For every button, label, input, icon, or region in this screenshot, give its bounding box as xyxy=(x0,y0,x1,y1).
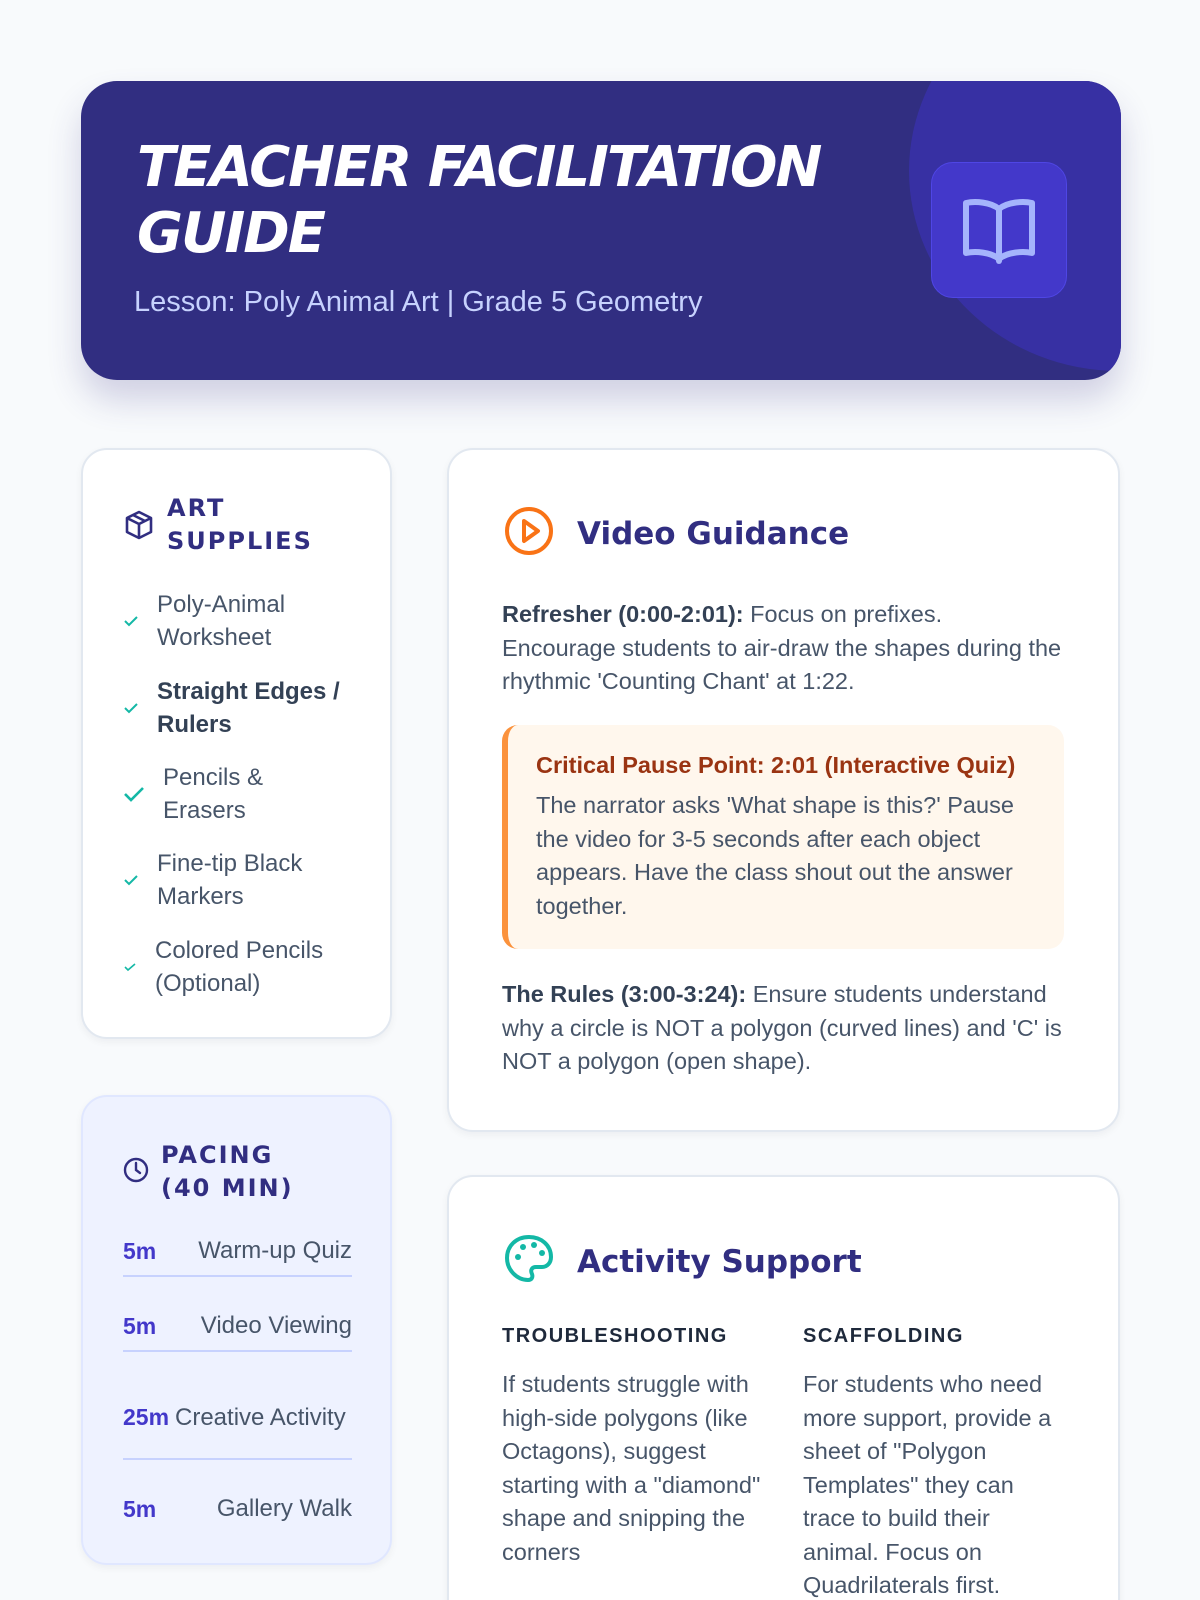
check-icon xyxy=(123,615,157,627)
check-icon xyxy=(123,786,163,802)
supply-label: Fine-tip Black Markers xyxy=(157,850,303,910)
supply-item xyxy=(123,934,345,1000)
pacing-card xyxy=(81,1095,392,1565)
pacing-label: Video Viewing xyxy=(200,1312,352,1339)
supply-item xyxy=(123,761,303,827)
box-icon xyxy=(125,510,153,545)
art-supplies-card xyxy=(81,448,392,1039)
play-circle-icon xyxy=(503,505,555,562)
pacing-minutes: 25m xyxy=(123,1404,170,1430)
pacing-header xyxy=(123,1139,331,1205)
pacing-title: PACING (40 MIN) xyxy=(161,1141,294,1202)
activity-support-header xyxy=(503,1233,862,1290)
pacing-label: Creative Activity xyxy=(175,1403,346,1431)
video-guidance-card xyxy=(447,448,1120,1132)
activity-support-title: Activity Support xyxy=(577,1243,862,1280)
pacing-label: Gallery Walk xyxy=(216,1495,352,1522)
page-title: TEACHER FACILITATION GUIDE xyxy=(137,135,821,266)
supply-label: Colored Pencils (Optional) xyxy=(155,937,324,997)
rules-text: Ensure students understand why a circle is NOT a polygon (curved lines) and 'C' is NOT a polygon (open shape). xyxy=(502,981,1062,1074)
pacing-minutes: 5m xyxy=(123,1237,157,1264)
pacing-row xyxy=(123,1377,352,1460)
video-guidance-title: Video Guidance xyxy=(577,515,850,552)
check-icon xyxy=(123,874,157,886)
pacing-label: Warm-up Quiz xyxy=(198,1237,352,1264)
troubleshooting-text: If students struggle with high-side polygons (like Octagons), suggest starting with a "diamond" shape and snipping the corners xyxy=(502,1371,761,1565)
video-guidance-header xyxy=(503,505,849,562)
pacing-row xyxy=(123,1227,352,1277)
supply-item xyxy=(123,588,357,654)
supply-label: Straight Edges / Rulers xyxy=(157,678,340,738)
pause-point-callout xyxy=(502,725,1064,949)
supply-label: Pencils & Erasers xyxy=(163,764,264,824)
header-banner xyxy=(81,81,1121,380)
book-icon xyxy=(931,162,1067,298)
art-supplies-title: ART SUPPLIES xyxy=(167,494,313,555)
refresher-text: Focus on prefixes. Encourage students to air-draw the shapes during the rhythmic 'Counting Chant' at 1:22. xyxy=(502,601,1062,694)
clock-icon xyxy=(123,1157,149,1188)
pacing-row xyxy=(123,1484,352,1534)
scaffolding-text: For students who need more support, provide a sheet of "Polygon Templates" they can trace to build their animal. Focus on Quadrilaterals first. xyxy=(803,1371,1052,1598)
activity-support-card xyxy=(447,1175,1120,1600)
callout-title: Critical Pause Point: 2:01 (Interactive Quiz) xyxy=(536,752,1016,778)
supply-item xyxy=(123,847,337,913)
refresher-paragraph xyxy=(502,598,1062,699)
pacing-minutes: 5m xyxy=(123,1312,157,1339)
supply-item xyxy=(123,675,357,741)
check-icon xyxy=(123,702,157,714)
callout-text: The narrator asks 'What shape is this?' Pause the video for 3-5 seconds after each object appears. Have the class shout out the answer together. xyxy=(536,792,1014,919)
supply-label: Poly-Animal Worksheet xyxy=(157,591,286,651)
refresher-label: Refresher (0:00-2:01): xyxy=(502,601,744,627)
pacing-row xyxy=(123,1302,352,1352)
art-supplies-header xyxy=(125,492,317,558)
pacing-minutes: 5m xyxy=(123,1495,157,1522)
page-subtitle: Lesson: Poly Animal Art | Grade 5 Geometry xyxy=(134,286,703,318)
troubleshooting-heading: TROUBLESHOOTING xyxy=(502,1325,728,1347)
check-icon xyxy=(123,962,155,972)
scaffolding-heading: SCAFFOLDING xyxy=(803,1325,964,1347)
palette-icon xyxy=(503,1233,555,1290)
rules-label: The Rules (3:00-3:24): xyxy=(502,981,747,1007)
rules-paragraph xyxy=(502,978,1062,1079)
